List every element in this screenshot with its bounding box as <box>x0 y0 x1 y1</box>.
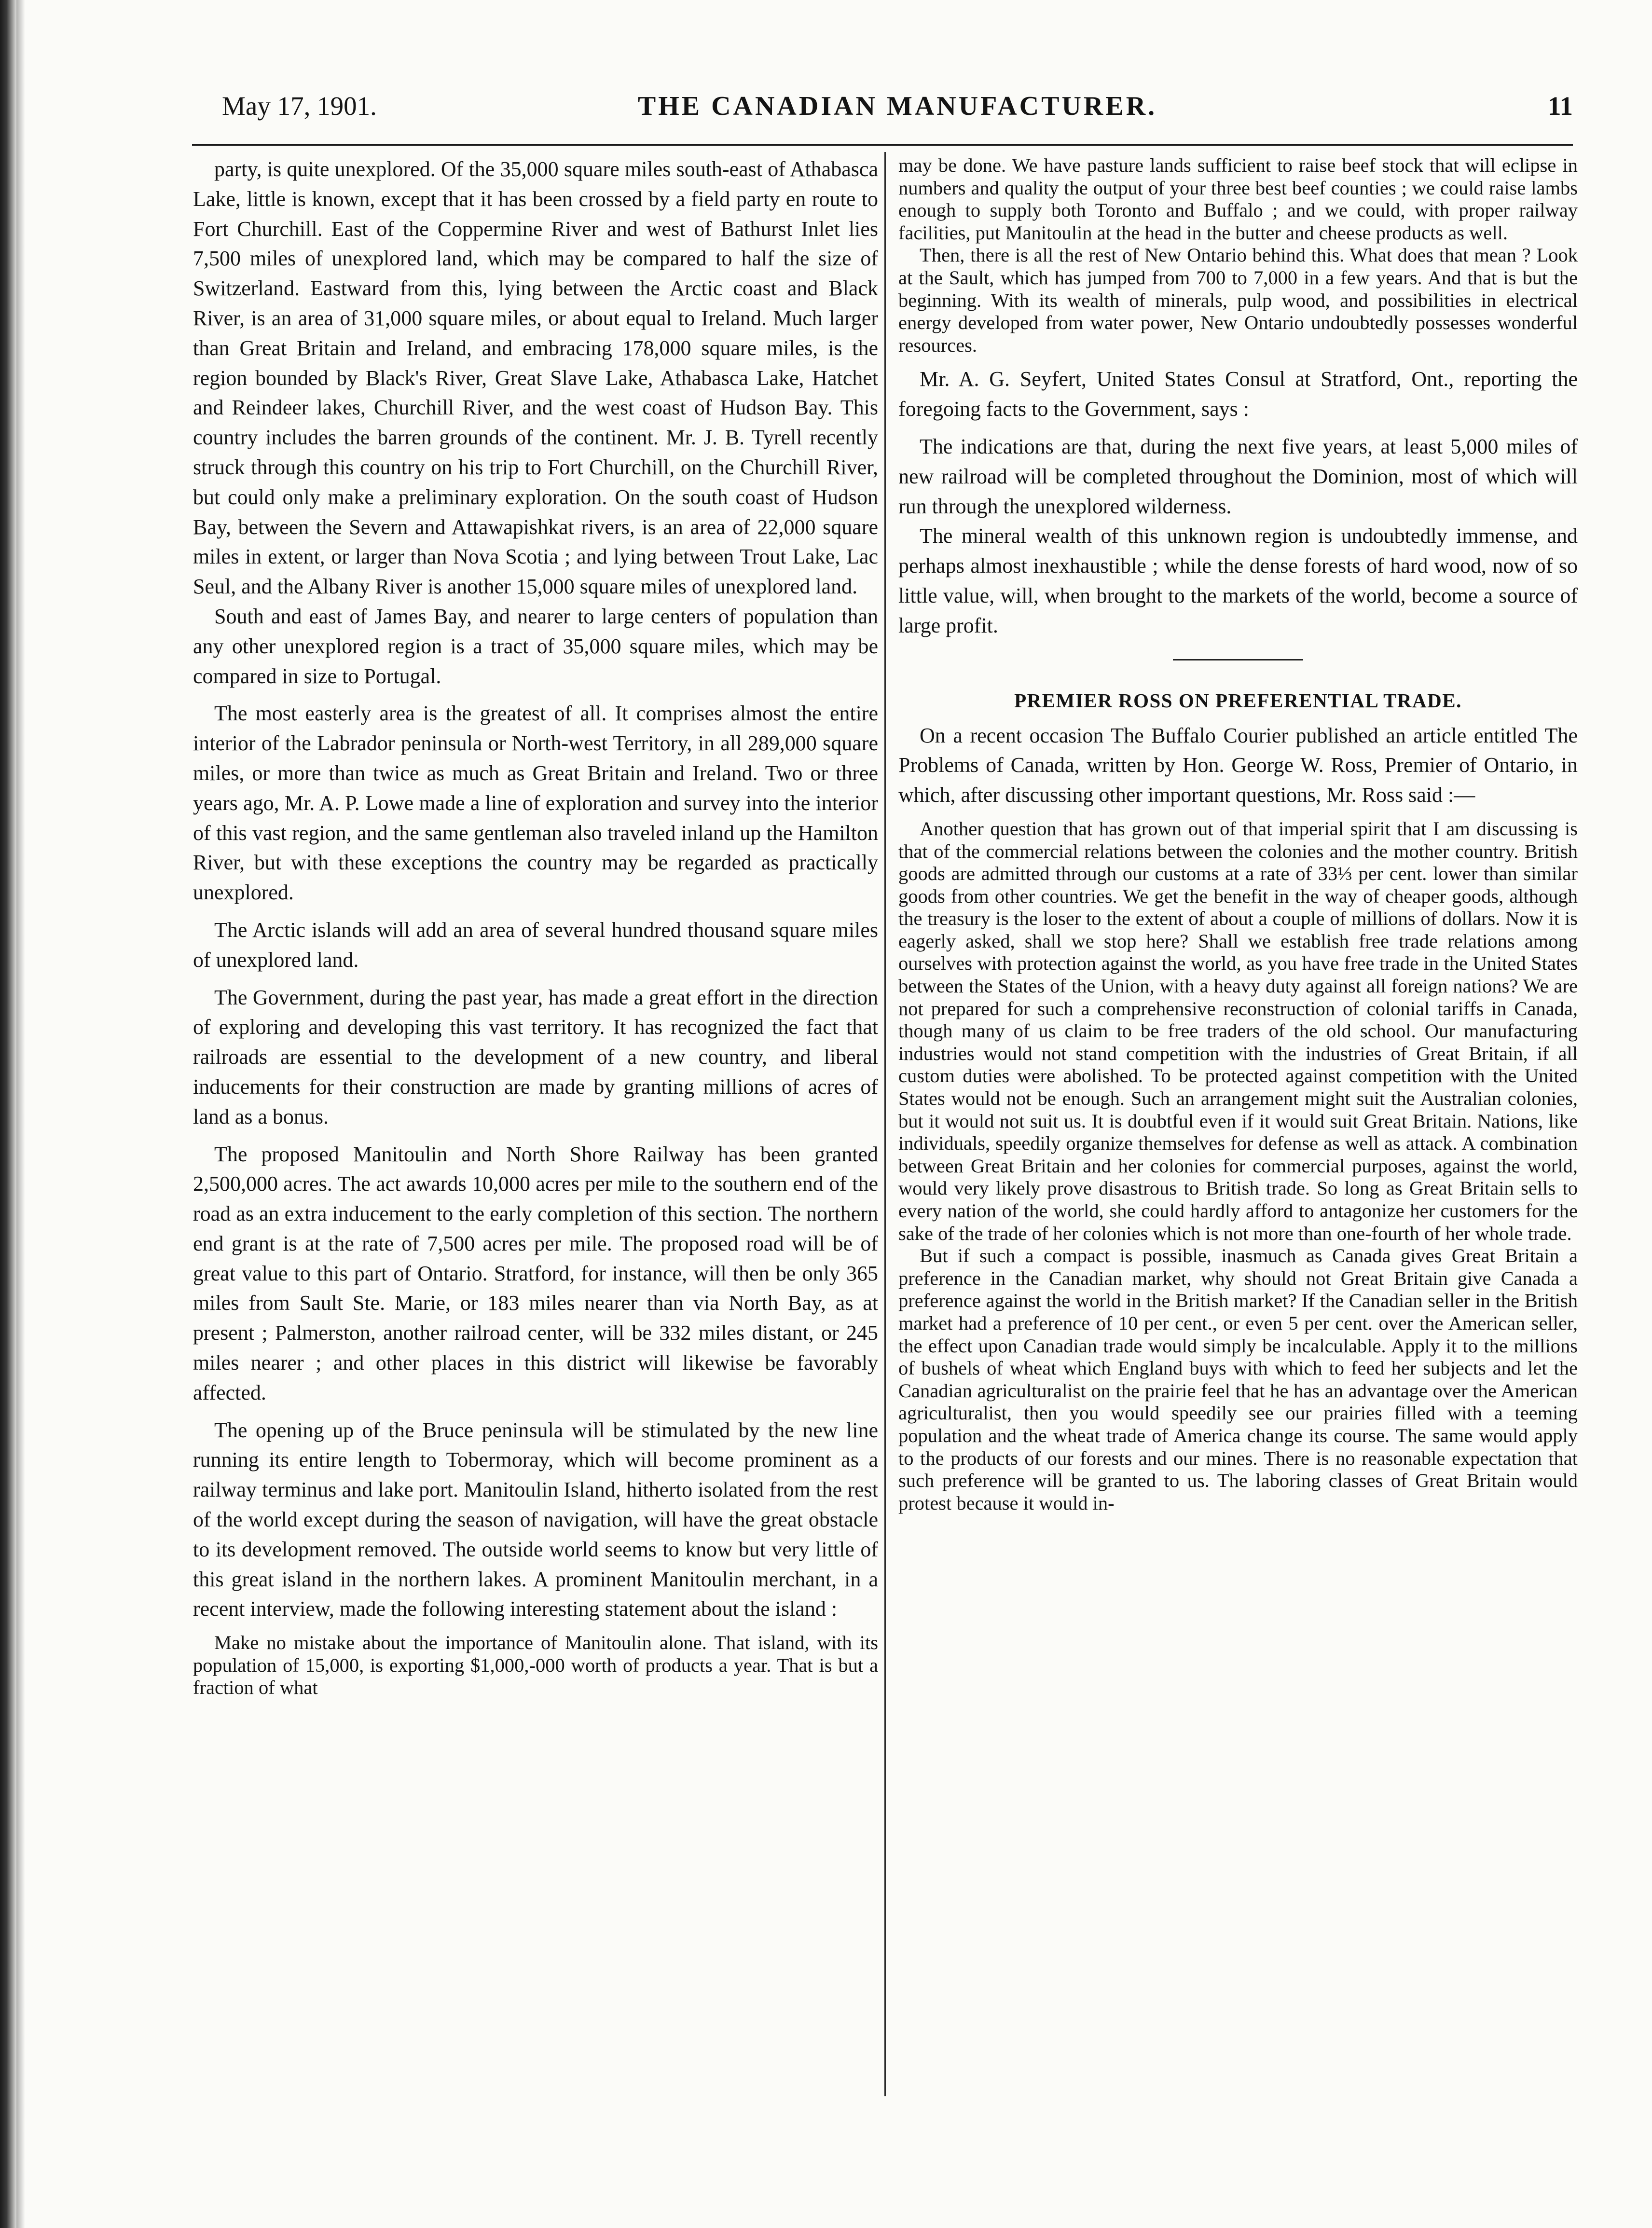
paragraph: The most easterly area is the greatest of all. It comprises almost the entire interior of the Labrador peninsula or North-west Territory, in all 289,000 square miles, or more than twice as much as Great Britain and Ireland. Two or three years ago, Mr. A. P. Lowe made a line of exploration and survey into the interior of this vast region, and the same gentleman also traveled inland up the Hamilton River, but with these exceptions the country may be regarded as practically unexplored. <box>193 701 878 905</box>
paragraph: Mr. A. G. Seyfert, United States Consul at Stratford, Ont., reporting the foregoing facts to the Government, says : <box>898 367 1578 421</box>
issue-date: May 17, 1901. <box>222 91 377 121</box>
quoted-paragraph: But if such a compact is possible, inasmuch as Canada gives Great Britain a preference in the Canadian market, why should not Great Britain give Canada a preference against the world in the British market? If the Canadian seller in the British market had a preference of 10 per cent., or even 5 per cent. over the American seller, the effect upon Canadian trade would simply be incalculable. Apply it to the millions of bushels of wheat which England buys with which to feed her subjects and let the Canadian agriculturalist on the prairie feel that he has an advantage over the American agriculturalist, then you would speedily see our prairies filled with a teeming population and the wheat trade of America change its course. The same would apply to the products of our forests and our mines. There is no reasonable expectation that such preference will be granted to us. The laboring classes of Great Britain would protest because it would in- <box>898 1245 1578 1514</box>
paragraph: The Government, during the past year, has made a great effort in the direction of exploring and developing this vast territory. It has recognized the fact that railroads are essential to the development of a new country, and liberal inducements for their construction are made by granting millions of acres of land as a bonus. <box>193 985 878 1128</box>
quoted-paragraph: Then, there is all the rest of New Ontario behind this. What does that mean ? Look at the Sault, which has jumped from 700 to 7,000 in a few years. And that is but the beginning. With its wealth of minerals, pulp wood, and possibilities in electrical energy developed from water power, New Ontario undoubtedly possesses wonderful resources. <box>898 244 1578 356</box>
left-column <box>193 154 878 1699</box>
section-separator-rule <box>1173 659 1303 660</box>
quoted-paragraph: Make no mistake about the importance of Manitoulin alone. That island, with its population of 15,000, is exporting $1,000,-000 worth of products a year. That is but a fraction of what <box>193 1632 878 1699</box>
paragraph: The opening up of the Bruce peninsula will be stimulated by the new line running its entire length to Tobermoray, which will become prominent as a railway terminus and lake port. Manitoulin Island, hitherto isolated from the rest of the world except during the season of navigation, will have the great obstacle to its development removed. The outside world seems to know but very little of this great island in the northern lakes. A prominent Manitoulin merchant, in a recent interview, made the following interesting statement about the island : <box>193 1418 878 1621</box>
paragraph: The Arctic islands will add an area of several hundred thousand square miles of unexplored land. <box>193 918 878 972</box>
publication-title: THE CANADIAN MANUFACTURER. <box>637 91 1157 121</box>
quoted-paragraph: Another question that has grown out of that imperial spirit that I am discussing is that of the commercial relations between the colonies and the mother country. British goods are admitted through our customs at a rate of 33⅓ per cent. lower than similar goods from other countries. We get the benefit in the way of cheaper goods, although the treasury is the loser to the extent of about a couple of millions of dollars. Now it is eagerly asked, shall we stop here? Shall we establish free trade relations among ourselves with protection against the world, as you have free trade in the United States between the States of the Union, with a heavy duty against all foreign nations? We are not prepared for such a comprehensive reconstruction of colonial tariffs in Canada, though many of us claim to be free traders of the old school. Our manufacturing industries would not stand competition with the industries of Great Britain, if all custom duties were abolished. To be protected against competition with the United States would not be enough. Such an arrangement might suit the Australian colonies, but it would not suit us. It is doubtful even if it would suit Great Britain. Nations, like individuals, speedily organize themselves for defense as well as attack. A combination between Great Britain and her colonies for commercial purposes, against the world, would very likely prove disastrous to British trade. So long as Great Britain sells to every nation of the world, she could hardly afford to antagonize her customers for the sake of the trade of her colonies which is not more than one-fourth of her whole trade. <box>898 817 1578 1244</box>
paragraph: The indications are that, during the next five years, at least 5,000 miles of new railroad will be completed throughout the Dominion, most of which will run through the unexplored wilderness. <box>898 434 1578 518</box>
right-column <box>898 154 1578 1514</box>
quoted-paragraph: may be done. We have pasture lands sufficient to raise beef stock that will eclipse in numbers and quality the output of your three best beef counties ; we could raise lambs enough to supply both Toronto and Buffalo ; and we could, with proper railway facilities, put Manitoulin at the head in the butter and cheese products as well. <box>898 154 1578 244</box>
page-binding-shadow <box>16 0 25 2228</box>
paragraph: The mineral wealth of this unknown region is undoubtedly immense, and perhaps almost inexhaustible ; while the dense forests of hard wood, now of so little value, will, when brought to the markets of the world, become a source of large profit. <box>898 524 1578 637</box>
page-number: 11 <box>1548 91 1573 121</box>
page-binding-edge <box>0 0 16 2228</box>
article-heading: PREMIER ROSS ON PREFERENTIAL TRADE. <box>1014 689 1462 712</box>
page-header <box>222 91 1573 129</box>
paragraph: On a recent occasion The Buffalo Courier published an article entitled The Problems of Canada, written by Hon. George W. Ross, Premier of Ontario, in which, after discussing other important questions, Mr. Ross said :— <box>898 723 1578 807</box>
column-divider <box>884 152 886 2096</box>
paragraph: The proposed Manitoulin and North Shore Railway has been granted 2,500,000 acres. The act awards 10,000 acres per mile to the southern end of the road as an extra inducement to the early completion of this section. The northern end grant is at the rate of 7,500 acres per mile. The proposed road will be of great value to this part of Ontario. Stratford, for instance, will then be only 365 miles from Sault Ste. Marie, or 183 miles nearer than via North Bay, as at present ; Palmerston, another railroad center, will be 332 miles distant, or 245 miles nearer ; and other places in this district will likewise be favorably affected. <box>193 1142 878 1404</box>
paragraph: party, is quite unexplored. Of the 35,000 square miles south-east of Athabasca Lake, little is known, except that it has been crossed by a field party en route to Fort Churchill. East of the Coppermine River and west of Bathurst Inlet lies 7,500 miles of unexplored land, which may be compared to half the size of Switzerland. Eastward from this, lying between the Arctic coast and Black River, is an area of 31,000 square miles, or about equal to Ireland. Much larger than Great Britain and Ireland, and embracing 178,000 square miles, is the region bounded by Black's River, Great Slave Lake, Athabasca Lake, Hatchet and Reindeer lakes, Churchill River, and the west coast of Hudson Bay. This country includes the barren grounds of the continent. Mr. J. B. Tyrell recently struck through this country on his trip to Fort Churchill, on the Churchill River, but could only make a preliminary exploration. On the south coast of Hudson Bay, between the Severn and Attawapishkat rivers, is an area of 22,000 square miles in extent, or larger than Nova Scotia ; and lying between Trout Lake, Lac Seul, and the Albany River is another 15,000 square miles of unexplored land. <box>193 157 878 599</box>
header-rule <box>192 144 1573 146</box>
paragraph: South and east of James Bay, and nearer to large centers of population than any other unexplored region is a tract of 35,000 square miles, which may be compared in size to Portugal. <box>193 604 878 688</box>
